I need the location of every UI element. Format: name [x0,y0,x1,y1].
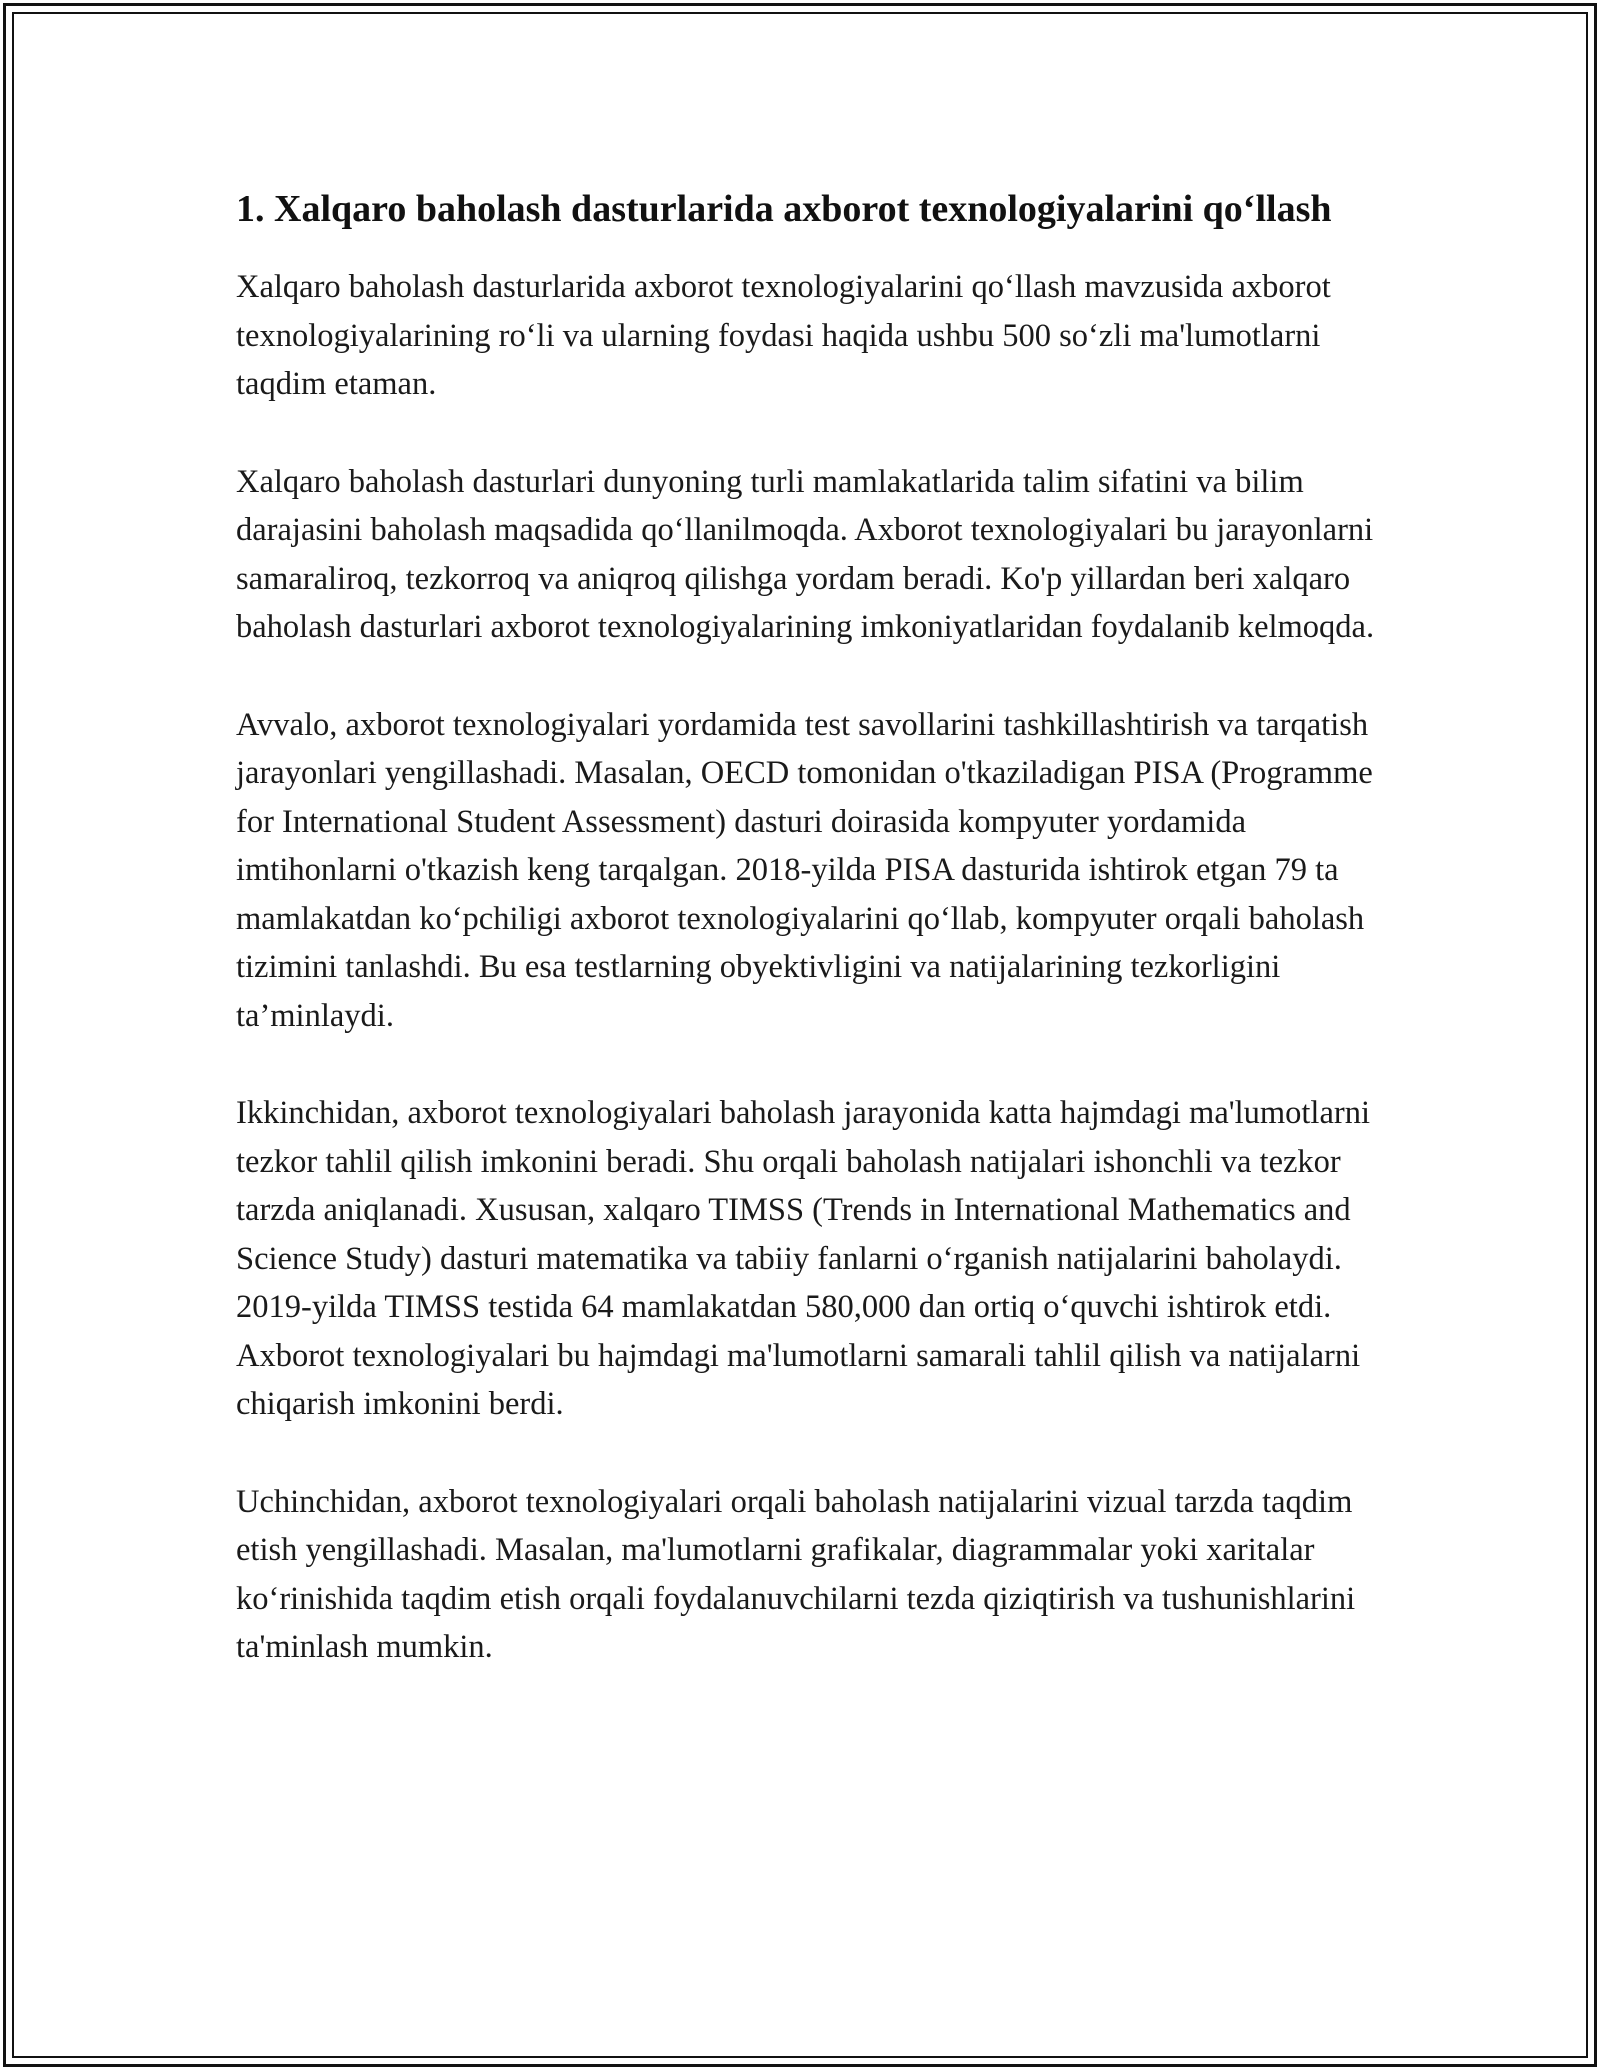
paragraph-third-point: Uchinchidan, axborot texnologiyalari orqali baholash natijalarini vizual tarzda taqdim etish yengillashadi. Masalan, ma'lumotlarni grafikalar, diagrammalar yoki xaritalar ko‘rinishida taqdim etish orqali foydalanuvchilarni tezda qiziqtirish va tushunishlarini ta'minlash mumkin. [236,1483,1356,1665]
document-body [236,182,1376,1721]
paragraph-overview: Xalqaro baholash dasturlari dunyoning turli mamlakatlarida talim sifatini va bilim darajasini baholash maqsadida qo‘llanilmoqda. Axborot texnologiyalari bu jarayonlarni samaraliroq, tezkorroq va aniqroq qilishga yordam beradi. Ko'p yillardan beri xalqaro baholash dasturlari axborot texnologiyalarining imkoniyatlaridan foydalanib kelmoqda. [236,463,1375,645]
section-title: 1. Xalqaro baholash dasturlarida axborot texnologiyalarini qo‘llash [236,188,1332,230]
paragraph-intro: Xalqaro baholash dasturlarida axborot texnologiyalarini qo‘llash mavzusida axborot texnologiyalarining ro‘li va ularning foydasi haqida ushbu 500 so‘zli ma'lumotlarni taqdim etaman. [236,269,1331,402]
paragraph-second-point: Ikkinchidan, axborot texnologiyalari baholash jarayonida katta hajmdagi ma'lumotlarni tezkor tahlil qilish imkonini beradi. Shu orqali baholash natijalari ishonchli va tezkor tarzda aniqlanadi. Xususan, xalqaro TIMSS (Trends in International Mathematics and Science Study) dasturi matematika va tabiiy fanlarni o‘rganish natijalarini baholaydi. 2019-yilda TIMSS testida 64 mamlakatdan 580,000 dan ortiq o‘quvchi ishtirok etdi. Axborot texnologiyalari bu hajmdagi ma'lumotlarni samarali tahlil qilish va natijalarni chiqarish imkonini berdi. [236,1095,1370,1422]
paragraph-first-point: Avvalo, axborot texnologiyalari yordamida test savollarini tashkillashtirish va tarqatish jarayonlari yengillashadi. Masalan, OECD tomonidan o'tkaziladigan PISA (Programme for International Student Assessment) dasturi doirasida kompyuter yordamida imtihonlarni o'tkazish keng tarqalgan. 2018-yilda PISA dasturida ishtirok etgan 79 ta mamlakatdan ko‘pchiligi axborot texnologiyalarini qo‘llab, kompyuter orqali baholash tizimini tanlashdi. Bu esa testlarning obyektivligini va natijalarining tezkorligini ta’minlaydi. [236,706,1373,1034]
